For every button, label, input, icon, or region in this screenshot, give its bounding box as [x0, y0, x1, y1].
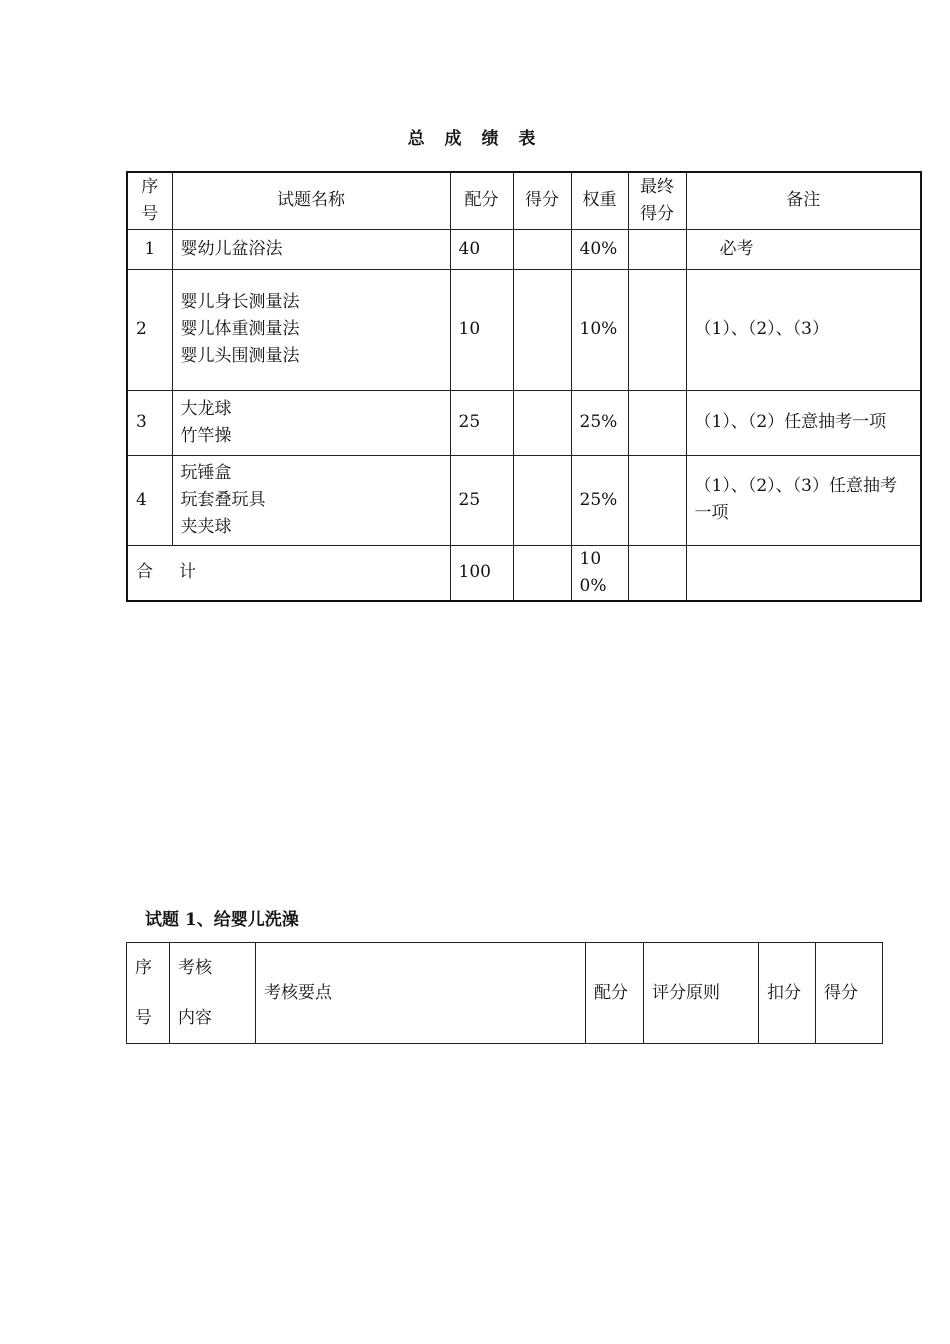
- header-final: 最终 得分: [628, 172, 686, 229]
- header-weight: 权重: [571, 172, 628, 229]
- detail-header-score: 得分: [816, 943, 883, 1044]
- cell-score: [513, 390, 571, 455]
- page-title: 总 成 绩 表: [407, 129, 543, 149]
- header-points: 配分: [450, 172, 513, 229]
- cell-total-label: 合 计: [127, 545, 450, 601]
- cell-points: 25: [450, 455, 513, 545]
- table-row: [127, 455, 921, 545]
- cell-final: [628, 229, 686, 269]
- cell-weight: 10%: [571, 269, 628, 390]
- cell-weight: 40%: [571, 229, 628, 269]
- cell-seq: 1: [127, 229, 172, 269]
- cell-total-score: [513, 545, 571, 601]
- cell-name: 婴儿身长测量法 婴儿体重测量法 婴儿头围测量法: [172, 269, 450, 390]
- cell-remarks: 必考: [686, 229, 921, 269]
- detail-header-content: 考核 内容: [170, 943, 256, 1044]
- detail-header-deduct: 扣分: [759, 943, 816, 1044]
- cell-seq: 3: [127, 390, 172, 455]
- cell-total-remarks: [686, 545, 921, 601]
- cell-name: 玩锤盒 玩套叠玩具 夹夹球: [172, 455, 450, 545]
- cell-points: 25: [450, 390, 513, 455]
- section-heading: 试题 1、给婴儿洗澡: [145, 910, 299, 930]
- cell-weight: 25%: [571, 390, 628, 455]
- table-row: [127, 390, 921, 455]
- summary-score-table: [126, 171, 922, 602]
- cell-total-final: [628, 545, 686, 601]
- detail-table: [126, 942, 883, 1044]
- cell-score: [513, 269, 571, 390]
- header-seq: 序 号: [127, 172, 172, 229]
- cell-seq: 2: [127, 269, 172, 390]
- cell-points: 10: [450, 269, 513, 390]
- cell-total-points: 100: [450, 545, 513, 601]
- summary-header-row: [127, 172, 921, 229]
- header-remarks: 备注: [686, 172, 921, 229]
- cell-score: [513, 229, 571, 269]
- detail-header-points: 配分: [586, 943, 644, 1044]
- cell-final: [628, 390, 686, 455]
- cell-weight: 25%: [571, 455, 628, 545]
- header-name: 试题名称: [172, 172, 450, 229]
- cell-name: 婴幼儿盆浴法: [172, 229, 450, 269]
- cell-seq: 4: [127, 455, 172, 545]
- total-row: [127, 545, 921, 601]
- detail-header-criteria: 评分原则: [644, 943, 759, 1044]
- cell-points: 40: [450, 229, 513, 269]
- cell-score: [513, 455, 571, 545]
- cell-name: 大龙球 竹竿操: [172, 390, 450, 455]
- detail-header-key-points: 考核要点: [256, 943, 586, 1044]
- table-row: [127, 229, 921, 269]
- detail-header-seq: 序 号: [127, 943, 170, 1044]
- cell-remarks: （1）、（2）任意抽考一项: [686, 390, 921, 455]
- cell-final: [628, 269, 686, 390]
- cell-remarks: （1）、（2）、（3）任意抽考一项: [686, 455, 921, 545]
- cell-total-weight: 100%: [571, 545, 628, 601]
- cell-remarks: （1）、（2）、（3）: [686, 269, 921, 390]
- cell-final: [628, 455, 686, 545]
- table-row: [127, 269, 921, 390]
- detail-header-row: [127, 943, 883, 1044]
- header-score: 得分: [513, 172, 571, 229]
